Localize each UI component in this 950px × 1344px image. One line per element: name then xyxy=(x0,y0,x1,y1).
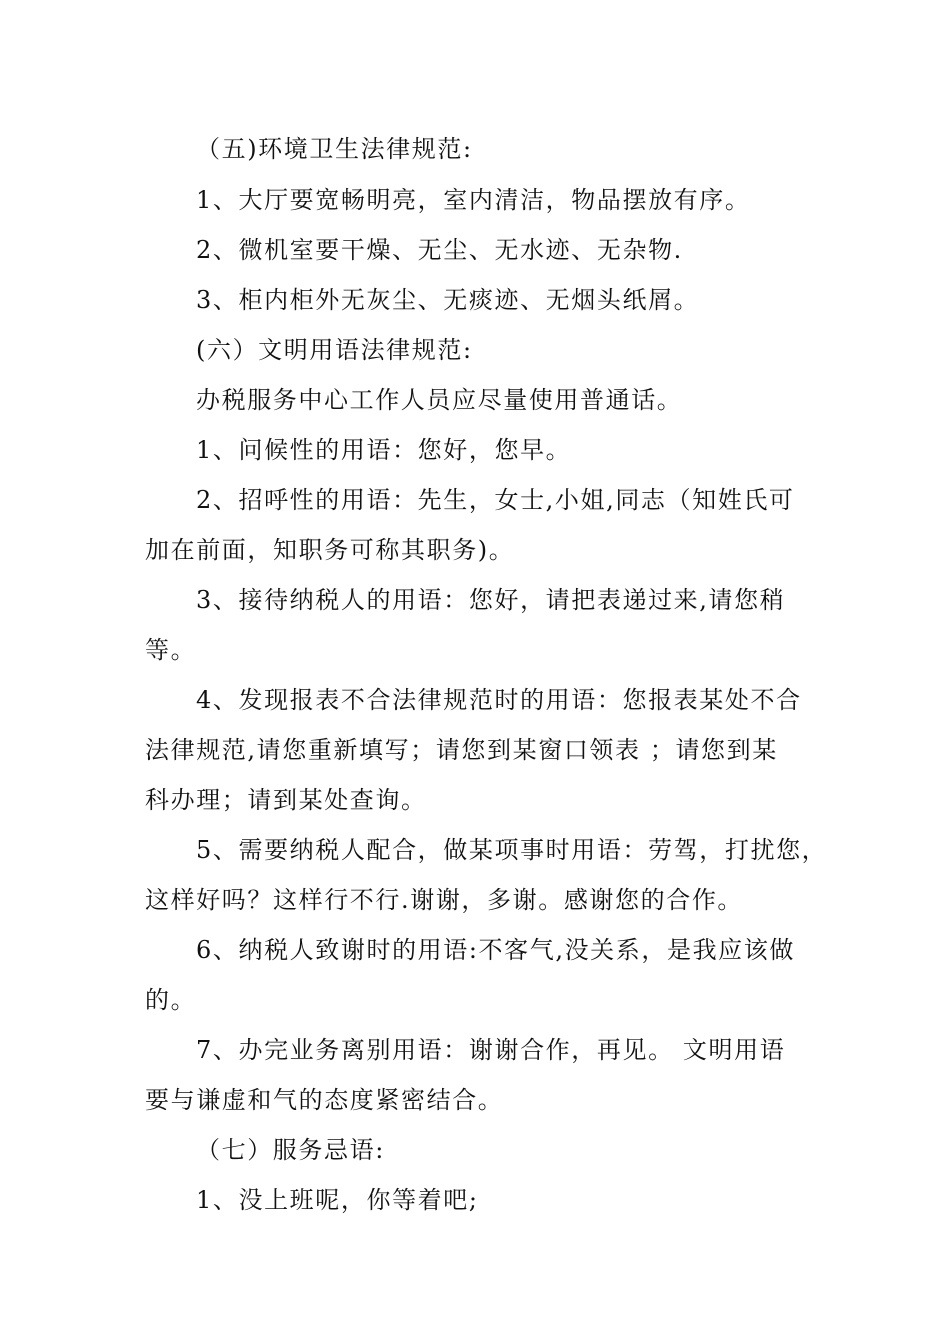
section-heading-civil-language: (六）文明用语法律规范: xyxy=(196,336,473,364)
paragraph-line: 办税服务中心工作人员应尽量使用普通话。 xyxy=(196,386,683,414)
paragraph-line: 3、柜内柜外无灰尘、无痰迹、无烟头纸屑。 xyxy=(196,286,700,314)
paragraph-line: 的。 xyxy=(145,986,197,1014)
paragraph-line: 等。 xyxy=(145,636,197,664)
paragraph-line: 1、问候性的用语：您好，您早。 xyxy=(196,436,572,464)
paragraph-line: 1、没上班呢，你等着吧; xyxy=(196,1186,479,1214)
paragraph-line: 1、大厅要宽畅明亮，室内清洁，物品摆放有序。 xyxy=(196,186,751,214)
paragraph-line: 要与谦虚和气的态度紧密结合。 xyxy=(145,1086,504,1114)
paragraph-line: 这样好吗？这样行不行.谢谢，多谢。感谢您的合作。 xyxy=(145,886,744,914)
section-heading-environment: （五)环境卫生法律规范: xyxy=(196,135,473,163)
paragraph-line: 4、发现报表不合法律规范时的用语：您报表某处不合 xyxy=(196,686,802,714)
paragraph-line: 加在前面，知职务可称其职务)。 xyxy=(145,536,515,564)
paragraph-line: 7、办完业务离别用语：谢谢合作，再见。 文明用语 xyxy=(196,1036,786,1064)
paragraph-line: 5、需要纳税人配合，做某项事时用语：劳驾，打扰您， xyxy=(196,836,828,864)
paragraph-line: 3、接待纳税人的用语：您好，请把表递过来,请您稍 xyxy=(196,586,786,614)
paragraph-line: 科办理；请到某处查询。 xyxy=(145,786,427,814)
paragraph-line: 6、纳税人致谢时的用语:不客气,没关系，是我应该做 xyxy=(196,936,795,964)
paragraph-line: 2、微机室要干燥、无尘、无水迹、无杂物. xyxy=(196,236,683,264)
paragraph-line: 2、招呼性的用语：先生，女士,小姐,同志（知姓氏可 xyxy=(196,486,795,514)
section-heading-forbidden-phrases: （七）服务忌语: xyxy=(196,1136,385,1164)
paragraph-line: 法律规范,请您重新填写；请您到某窗口领表 ；请您到某 xyxy=(145,736,778,764)
